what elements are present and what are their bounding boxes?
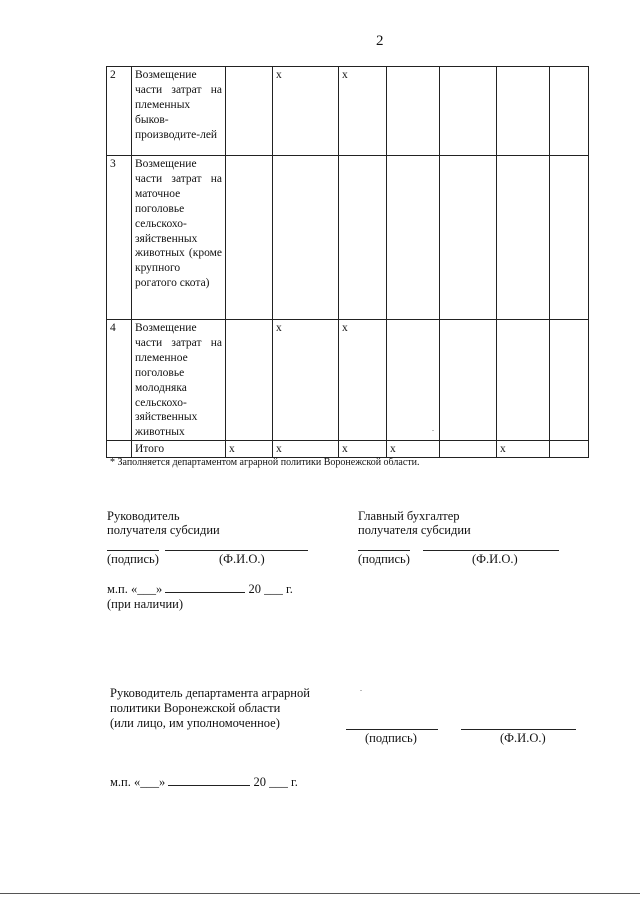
table-cell	[550, 320, 589, 441]
table-cell	[497, 67, 550, 156]
total-number	[107, 441, 132, 458]
table-cell	[550, 156, 589, 320]
table-cell	[273, 156, 339, 320]
table-cell: х	[497, 441, 550, 458]
table-cell	[387, 156, 440, 320]
signature-line	[358, 550, 410, 551]
year-suffix: ___ г.	[269, 775, 298, 789]
stamp-note: (при наличии)	[107, 597, 184, 611]
name-label: (Ф.И.О.)	[472, 552, 518, 566]
recipient-head-subtitle: получателя субсидии	[107, 523, 220, 537]
stamp-date-line	[107, 582, 293, 597]
stamp-date-line	[110, 775, 298, 790]
year-prefix: 20	[253, 775, 266, 789]
table-cell	[550, 67, 589, 156]
table-cell: х	[273, 441, 339, 458]
department-head-title: Руководитель департамента аграрной	[110, 686, 310, 700]
table-row	[107, 320, 589, 441]
table-row	[107, 67, 589, 156]
name-label: (Ф.И.О.)	[500, 731, 546, 745]
signature-line	[107, 550, 159, 551]
table-cell	[440, 441, 497, 458]
signature-label: (подпись)	[358, 552, 410, 566]
table-cell: х	[339, 320, 387, 441]
recipient-head-title: Руководитель	[107, 509, 180, 523]
row-name: Возмещение части затрат на маточное поголовье сельскохо-зяйственных животных (кроме крупного рогатого скота)	[132, 156, 226, 320]
year-prefix: 20	[248, 582, 261, 596]
table-cell: х	[339, 441, 387, 458]
signature-line	[346, 729, 438, 730]
table-cell	[497, 320, 550, 441]
subsidy-table	[106, 66, 589, 458]
table-cell: х	[273, 320, 339, 441]
signature-label: (подпись)	[107, 552, 159, 566]
department-head-note: (или лицо, им уполномоченное)	[110, 716, 280, 730]
stamp-prefix: м.п. «___»	[107, 582, 163, 596]
table-cell	[550, 441, 589, 458]
table-cell	[440, 156, 497, 320]
table-row	[107, 156, 589, 320]
name-line	[461, 729, 576, 730]
chief-accountant-subtitle: получателя субсидии	[358, 523, 471, 537]
total-row	[107, 441, 589, 458]
scan-speck	[360, 690, 362, 691]
page-bottom-edge	[0, 893, 640, 894]
table-cell: х	[387, 441, 440, 458]
table-cell	[387, 67, 440, 156]
table-cell	[226, 67, 273, 156]
name-line	[423, 550, 559, 551]
table-cell	[339, 156, 387, 320]
table-cell: х	[339, 67, 387, 156]
table-cell	[497, 156, 550, 320]
scan-speck	[432, 430, 434, 431]
year-suffix: ___ г.	[264, 582, 293, 596]
name-line	[165, 550, 308, 551]
table-cell: х	[273, 67, 339, 156]
row-name: Возмещение части затрат на племенное поголовье молодняка сельскохо-зяйственных животных	[132, 320, 226, 441]
row-number: 3	[107, 156, 132, 320]
stamp-prefix: м.п. «___»	[110, 775, 166, 789]
table-cell	[440, 67, 497, 156]
table-cell	[226, 156, 273, 320]
row-name: Возмещение части затрат на племенных быков-производите-лей	[132, 67, 226, 156]
department-head-subtitle: политики Воронежской области	[110, 701, 281, 715]
month-blank	[165, 582, 245, 593]
name-label: (Ф.И.О.)	[219, 552, 265, 566]
table-cell	[440, 320, 497, 441]
table-cell	[226, 320, 273, 441]
signature-label: (подпись)	[365, 731, 417, 745]
row-number: 2	[107, 67, 132, 156]
chief-accountant-title: Главный бухгалтер	[358, 509, 460, 523]
total-label: Итого	[132, 441, 226, 458]
page-number: 2	[376, 33, 384, 49]
row-number: 4	[107, 320, 132, 441]
table-cell	[387, 320, 440, 441]
footnote: * Заполняется департаментом аграрной политики Воронежской области.	[110, 457, 420, 468]
table-cell: х	[226, 441, 273, 458]
month-blank	[168, 775, 250, 786]
